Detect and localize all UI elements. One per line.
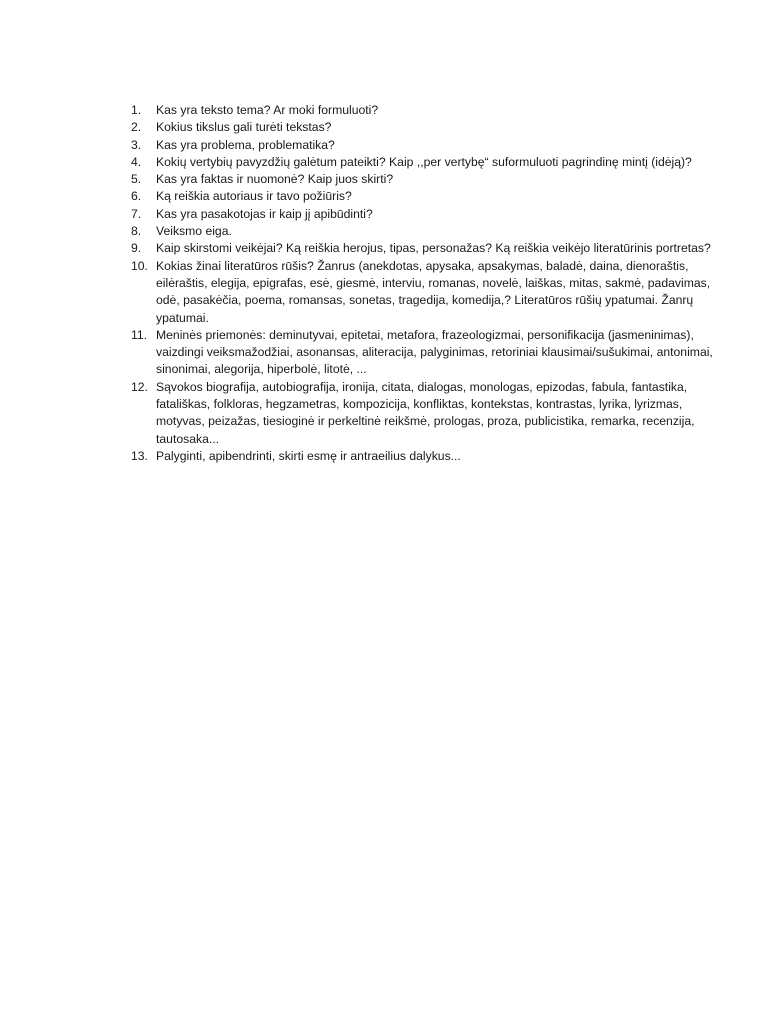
list-item: [131, 171, 731, 188]
item-number: 8.: [131, 224, 142, 239]
list-item: [131, 206, 731, 223]
item-number: 9.: [131, 241, 142, 256]
item-text: Veiksmo eiga.: [156, 224, 232, 239]
item-text: Kokių vertybių pavyzdžių galėtum pateikti? Kaip ,,per vertybę“ suformuluoti pagrindinę mintį (idėją)?: [156, 154, 692, 169]
item-text: Kas yra problema, problematika?: [156, 137, 335, 152]
list-item: [131, 258, 731, 327]
item-text: Kas yra pasakotojas ir kaip jį apibūdinti?: [156, 206, 373, 221]
list-item: [131, 154, 731, 171]
list-item: [131, 102, 731, 119]
item-text: Kokias žinai literatūros rūšis? Žanrus (anekdotas, apysaka, apsakymas, baladė, daina, dienoraštis, eilėraštis, elegija, epigrafas, esė, giesmė, interviu, romanas, novelė, laiškas, mitas, sakmė, padavimas, odė, pasakėčia, poema, romansas, sonetas, tragedija, komedija,? Literatūros rūšių ypatumai. Žanrų ypatumai.: [156, 258, 711, 325]
list-item: [131, 379, 731, 448]
item-number: 1.: [131, 103, 142, 117]
item-text: Kokius tikslus gali turėti tekstas?: [156, 120, 332, 135]
item-number: 5.: [131, 172, 142, 187]
item-number: 4.: [131, 154, 142, 169]
item-text: Ką reiškia autoriaus ir tavo požiūris?: [156, 189, 352, 204]
item-text: Sąvokos biografija, autobiografija, ironija, citata, dialogas, monologas, epizodas, fabula, fantastika, fatališkas, folkloras, hegzametras, kompozicija, konfliktas, kontekstas, kontrastas, lyrika, lyrizmas, motyvas, peizažas, tiesioginė ir perkeltinė reikšmė, prologas, proza, publicistika, remarka, recenzija, tautosaka...: [156, 379, 695, 446]
question-list: [131, 102, 731, 465]
item-number: 13.: [131, 448, 148, 463]
item-text: Kas yra faktas ir nuomonė? Kaip juos skirti?: [156, 172, 394, 187]
list-item: [131, 119, 731, 136]
item-number: 12.: [131, 379, 148, 394]
item-number: 10.: [131, 258, 148, 273]
item-text: Kas yra teksto tema? Ar moki formuluoti?: [156, 103, 379, 117]
item-number: 6.: [131, 189, 142, 204]
item-text: Kaip skirstomi veikėjai? Ką reiškia herojus, tipas, personažas? Ką reiškia veikėjo literatūrinis portretas?: [156, 241, 711, 256]
list-item: [131, 223, 731, 240]
item-number: 3.: [131, 137, 142, 152]
list-item: [131, 448, 731, 465]
item-number: 2.: [131, 120, 142, 135]
item-text: Meninės priemonės: deminutyvai, epitetai, metafora, frazeologizmai, personifikacija (jasmeninimas), vaizdingi veiksmažodžiai, asonansas, aliteracija, palyginimas, retoriniai klausimai/sušukimai, antonimai, sinonimai, alegorija, hiperbolė, litotė, ...: [156, 327, 713, 377]
list-item: [131, 327, 731, 379]
list-item: [131, 240, 731, 257]
item-number: 7.: [131, 206, 142, 221]
list-item: [131, 137, 731, 154]
item-text: Palyginti, apibendrinti, skirti esmę ir antraeilius dalykus...: [156, 448, 461, 463]
list-item: [131, 188, 731, 205]
item-number: 11.: [131, 327, 148, 342]
